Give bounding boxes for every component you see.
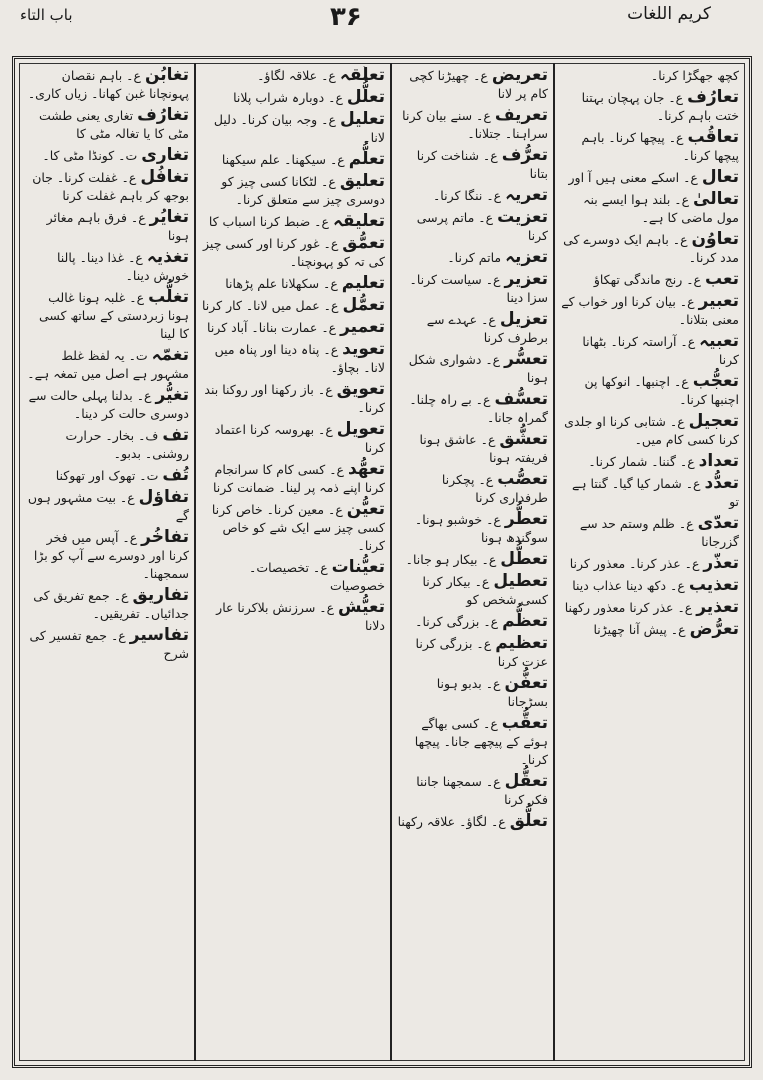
entry-definition: ع۔ رنج ماندگی تھکاؤ <box>593 272 702 287</box>
entry-definition: ع۔ دکھ دینا عذاب دینا <box>572 578 685 593</box>
entry-definition: ع۔ شناخت کرنا بتانا <box>416 148 548 181</box>
entry-headword: تعلُّق <box>509 811 548 831</box>
entry-definition: ع۔ چھیڑنا کچی کام پر لانا <box>409 68 548 101</box>
dictionary-entry <box>396 66 548 103</box>
dictionary-entry <box>26 528 189 583</box>
dictionary-entry <box>200 234 385 271</box>
entry-headword: تعیُّن <box>346 499 385 519</box>
entry-headword: تعداد <box>698 451 739 471</box>
entry-headword: تعمیر <box>340 317 385 337</box>
entry-headword: تعدُّد <box>704 473 739 493</box>
entry-headword: تعصُّب <box>497 469 548 489</box>
entry-definition: ع۔ سیکھنا۔ علم سیکھنا <box>221 152 345 167</box>
entry-definition: ع۔ عمارت بنانا۔ آباد کرنا <box>207 320 337 335</box>
entry-headword: تعویل <box>336 419 385 439</box>
dictionary-entry <box>559 598 739 617</box>
dictionary-entry <box>26 106 189 143</box>
entry-headword: تعالیٰ <box>693 189 739 209</box>
entry-headword: تعطُّل <box>500 549 548 569</box>
dictionary-entry <box>26 466 189 485</box>
dictionary-entry <box>26 488 189 525</box>
entry-headword: تغذیہ <box>146 247 189 267</box>
dictionary-entry <box>396 270 548 307</box>
entry-headword: تعوید <box>342 339 385 359</box>
entry-headword: تعمُّل <box>342 295 385 315</box>
entry-headword: تعویق <box>336 379 385 399</box>
entry-definition: ع۔ غور کرنا اور کسی چیز کی تہ کو پہونچنا۔ <box>203 236 385 269</box>
dictionary-entry <box>26 386 189 423</box>
dictionary-entry <box>559 452 739 471</box>
page-header <box>0 0 763 56</box>
dictionary-entry <box>26 248 189 285</box>
dictionary-entry <box>26 346 189 383</box>
dictionary-entry <box>559 372 739 409</box>
entry-headword: تغاری <box>141 145 189 165</box>
dictionary-column-3 <box>196 66 389 1058</box>
entry-definition: ف۔ بخار۔ حرارت روشنی۔ بدبو۔ <box>65 428 189 461</box>
dictionary-entry <box>396 350 548 387</box>
entry-definition: ع۔ بیت مشہور ہوں گے <box>27 490 189 523</box>
entry-definition: ع۔ غلبہ ہونا غالب ہونا زبردستی کے ساتھ کسی کا لینا <box>38 290 189 341</box>
entry-headword: تعدّی <box>697 513 739 533</box>
dictionary-entry <box>559 190 739 227</box>
dictionary-entry <box>396 572 548 609</box>
entry-definition: ع۔ غذا دینا۔ پالنا خورش دینا۔ <box>56 250 189 283</box>
entry-definition: ع۔ لٹکانا کسی چیز کو دوسری چیز سے متعلق کرنا۔ <box>221 174 385 207</box>
entry-definition: ع۔ ننگا کرنا۔ <box>432 188 502 203</box>
dictionary-entry <box>559 292 739 329</box>
page-number: ۳۶ <box>330 2 362 32</box>
entry-definition: ع۔ بدبو ہونا بسڑجانا <box>436 676 548 709</box>
entry-headword: تعریف <box>494 105 548 125</box>
entry-headword: تعیُّنات <box>331 557 385 577</box>
entry-headword: تعطیل <box>493 571 548 591</box>
entry-headword: تعذّر <box>703 553 739 573</box>
entry-headword: تعجُّب <box>692 371 739 391</box>
entry-definition: ع۔ ماتم پرسی کرنا <box>416 210 548 243</box>
dictionary-entry <box>559 230 739 267</box>
entry-headword: تعرُّف <box>501 145 548 165</box>
entry-definition: ع۔ بیکار ہو جانا۔ <box>405 552 497 567</box>
entry-definition: ع۔ سرزنش بلاکرنا عار دلانا <box>216 600 385 633</box>
dictionary-column-4 <box>22 66 193 1058</box>
entry-definition: ع۔ جان پہچان بہتنا ختت باہم کرنا۔ <box>581 90 739 123</box>
entry-definition: ع۔ سیاست کرنا۔ سزا دینا <box>409 272 548 305</box>
dictionary-entry <box>26 66 189 103</box>
entry-headword: تعریض <box>491 66 548 85</box>
dictionary-entry <box>200 500 385 555</box>
dictionary-entry <box>200 598 385 635</box>
entry-headword: تعلیقہ <box>332 211 385 231</box>
entry-definition: ع۔ جمع تفسیر کی شرح <box>29 628 189 661</box>
entry-definition: ع۔ کسی کام کا سرانجام کرنا اپنے ذمہ پر لینا۔ ضمانت کرنا <box>212 462 385 495</box>
entry-headword: تعلُّقہ <box>339 66 385 85</box>
entry-definition: ت۔ یہ لفظ غلط مشہور ہے اصل میں تمغہ ہے۔ <box>27 348 189 381</box>
dictionary-entry <box>396 186 548 205</box>
entry-definition: ع۔ بزرگی کرنا عزت کرنا <box>415 636 548 669</box>
dictionary-entry <box>396 550 548 569</box>
entry-definition: ع۔ باہم نقصان پہونچانا غبن کھانا۔ زیاں کاری۔ <box>27 68 189 101</box>
dictionary-entry <box>396 106 548 143</box>
entry-definition: ع۔ اسکے معنی ہیں آ اور <box>568 170 698 185</box>
entry-definition: ع۔ اچنبھا۔ انوکھا پن اچنبھا کرنا۔ <box>584 374 739 407</box>
entry-headword: تعیُّش <box>338 597 385 617</box>
entry-definition: ع۔ تخصیصات۔ خصوصیات <box>249 560 385 593</box>
entry-headword: تعقُّل <box>504 771 548 791</box>
entry-definition: ع۔ سکھلانا علم پڑھانا <box>225 276 338 291</box>
entry-headword: تعزیر <box>504 269 548 289</box>
entry-definition: ع۔ آپس میں فخر کرنا اور دوسرے سے آپ کو بڑا سمجھنا۔ <box>33 530 189 581</box>
entry-definition: کچھ جھگڑا کرنا۔ <box>650 68 739 83</box>
entry-definition: ع۔ آراستہ کرنا۔ بٹھانا کرنا <box>582 334 739 367</box>
dictionary-entry <box>26 168 189 205</box>
dictionary-entry <box>26 426 189 463</box>
entry-headword: تعطُّر <box>504 509 548 529</box>
entry-headword: تعلیق <box>339 171 385 191</box>
dictionary-entry <box>396 634 548 671</box>
entry-headword: تعال <box>701 167 739 187</box>
dictionary-entry <box>200 318 385 337</box>
entry-definition: ع۔ شمار کیا گیا۔ گنتا ہے تو <box>571 476 739 509</box>
entry-headword: تعرُّض <box>689 619 739 639</box>
entry-headword: تعذیر <box>696 597 739 617</box>
dictionary-entry <box>200 66 385 85</box>
dictionary-entry <box>396 146 548 183</box>
entry-definition: ع۔ فرق باہم مغائر ہونا <box>46 210 189 243</box>
entry-definition: ع۔ گننا۔ شمار کرنا۔ <box>588 454 695 469</box>
entry-headword: تعسُّر <box>504 349 548 369</box>
dictionary-entry <box>559 554 739 573</box>
entry-definition: ع۔ پناہ دینا اور پناہ میں لانا۔ بچاؤ۔ <box>214 342 385 375</box>
entry-headword: تعلُّم <box>348 149 385 169</box>
dictionary-entry <box>200 110 385 147</box>
entry-headword: تعذیب <box>688 575 739 595</box>
entry-headword: تف <box>162 425 189 445</box>
entry-definition: ع۔ سنے بیان کرنا سراہنا۔ جتلانا۔ <box>402 108 548 141</box>
entry-definition: ع۔ بیان کرنا اور خواب کے معنی بتلانا۔ <box>561 294 739 327</box>
entry-definition: ع۔ عمل میں لانا۔ کار کرنا <box>201 298 339 313</box>
dictionary-entry <box>200 150 385 169</box>
entry-headword: تعلُّل <box>346 87 385 107</box>
dictionary-entry <box>559 620 739 639</box>
dictionary-entry <box>200 558 385 595</box>
dictionary-entry <box>559 412 739 449</box>
entry-definition: ع۔ وجہ بیان کرنا۔ دلیل لانا۔ <box>213 112 385 145</box>
entry-headword: تغایُر <box>149 207 189 227</box>
dictionary-entry <box>559 128 739 165</box>
entry-headword: تغابُن <box>144 66 189 85</box>
entry-headword: تعظیم <box>495 633 548 653</box>
dictionary-entry <box>26 146 189 165</box>
dictionary-entry <box>396 510 548 547</box>
entry-headword: تعبیر <box>698 291 739 311</box>
dictionary-entry <box>26 626 189 663</box>
entry-headword: تعسُّف <box>494 389 548 409</box>
entry-headword: تعارُف <box>687 87 739 107</box>
entry-headword: تعب <box>705 269 739 289</box>
entry-headword: تعلیم <box>341 273 385 293</box>
entry-headword: تغیُّر <box>155 385 189 405</box>
dictionary-entry <box>396 470 548 507</box>
entry-definition: ع۔ عاشق ہونا فریفتہ ہونا <box>419 432 548 465</box>
entry-definition: ع۔ لگاؤ۔ علاقہ رکھنا <box>397 814 506 829</box>
entry-headword: تعاقُب <box>687 127 739 147</box>
entry-definition: ع۔ کسی بھاگے ہوئے کے پیچھے جانا۔ پیچھا کرنا۔ <box>414 716 548 767</box>
dictionary-entry <box>200 274 385 293</box>
dictionary-entry <box>396 674 548 711</box>
entry-definition: ع۔ باہم ایک دوسرے کی مدد کرنا۔ <box>563 232 739 265</box>
entry-headword: تفاخُر <box>141 527 189 547</box>
dictionary-entry <box>559 66 739 85</box>
dictionary-entry <box>396 612 548 631</box>
entry-definition: ع۔ بے راہ چلنا۔ گمراہ جانا۔ <box>409 392 548 425</box>
entry-headword: تعظُّم <box>502 611 548 631</box>
entry-headword: تعریہ <box>505 185 548 205</box>
dictionary-column-2 <box>392 66 552 1058</box>
entry-definition: ع۔ جمع تفریق کی جدائیاں۔ تفریقیں۔ <box>33 588 189 621</box>
entry-definition: ع۔ علاقہ لگاؤ۔ <box>257 68 336 83</box>
entry-definition: ع۔ خوشبو ہونا۔ سوگندھ ہونا <box>414 512 548 545</box>
entry-headword: تغافُل <box>140 167 189 187</box>
entry-definition: ع۔ پچکرنا طرفداری کرنا <box>441 472 548 505</box>
dictionary-entry <box>396 714 548 769</box>
entry-headword: تفاسیر <box>129 625 189 645</box>
entry-definition: ع۔ بلند ہوا ایسے بنہ مول ماضی کا ہے۔ <box>583 192 739 225</box>
entry-definition: ع۔ بھروسہ کرنا اعتماد کرنا <box>214 422 385 455</box>
entry-definition: ع۔ ظلم وستم حد سے گزرجانا <box>579 516 739 549</box>
entry-definition: ع۔ سمجھنا جاننا فکر کرنا <box>416 774 548 807</box>
entry-headword: تفاریق <box>132 585 189 605</box>
dictionary-entry <box>396 812 548 831</box>
dictionary-entry <box>200 212 385 231</box>
dictionary-entry <box>559 332 739 369</box>
dictionary-entry <box>26 288 189 343</box>
entry-definition: ع۔ باز رکھنا اور روکنا بند کرنا۔ <box>204 382 385 415</box>
entry-definition: ع۔ غفلت کرنا۔ جان بوجھ کر باہم غفلت کرنا <box>32 170 189 203</box>
entry-definition: ع۔ پیچھا کرنا۔ باہم پیچھا کرنا۔ <box>581 130 739 163</box>
dictionary-entry <box>396 430 548 467</box>
entry-definition: ع۔ دوبارہ شراب پلانا <box>233 90 343 105</box>
dictionary-entry <box>559 474 739 511</box>
entry-definition: ماتم کرنا۔ <box>447 250 502 265</box>
dictionary-entry <box>200 340 385 377</box>
dictionary-entry <box>396 208 548 245</box>
entry-definition: ع۔ معین کرنا۔ خاص کرنا کسی چیز سے ایک شے کو خاص کرنا۔ <box>211 502 385 553</box>
dictionary-entry <box>396 310 548 347</box>
dictionary-entry <box>396 772 548 809</box>
entry-headword: تعمُّق <box>342 233 385 253</box>
entry-headword: تعزیت <box>497 207 548 227</box>
dictionary-entry <box>396 248 548 267</box>
entry-definition: ع۔ عہدے سے برطرف کرنا <box>426 312 548 345</box>
dictionary-entry <box>559 88 739 125</box>
dictionary-entry <box>200 88 385 107</box>
entry-definition: ع۔ عذر کرنا معذور رکھنا <box>564 600 693 615</box>
dictionary-column-1 <box>555 66 743 1058</box>
chapter-label: باب التاء <box>20 6 73 24</box>
entry-definition: ع۔ دشواری شکل ہونا <box>408 352 548 385</box>
entry-definition: ع۔ عذر کرنا۔ معذور کرنا <box>569 556 700 571</box>
entry-headword: تعهُّد <box>347 459 385 479</box>
entry-definition: ع۔ پیش آنا چھیڑنا <box>593 622 686 637</box>
entry-headword: تعقُّب <box>501 713 548 733</box>
entry-headword: تعجیل <box>688 411 739 431</box>
entry-definition: ع۔ بیکار کرنا کسی شخص کو <box>422 574 548 607</box>
entry-definition: تغاری یعنی طشت مٹی کا یا تغالہ مٹی کا <box>38 108 189 141</box>
book-title: کریم اللغات <box>627 4 711 24</box>
dictionary-entry <box>559 168 739 187</box>
dictionary-entry <box>396 390 548 427</box>
entry-headword: تغلُّب <box>148 287 189 307</box>
entry-headword: تعشُّق <box>499 429 548 449</box>
entry-headword: تعبیہ <box>699 331 739 351</box>
entry-headword: تغمّہ <box>151 345 189 365</box>
entry-definition: ع۔ بزرگی کرنا۔ <box>415 614 499 629</box>
entry-headword: تعزیہ <box>505 247 548 267</box>
dictionary-entry <box>26 208 189 245</box>
entry-headword: تفاؤل <box>138 487 189 507</box>
dictionary-entry <box>200 296 385 315</box>
dictionary-entry <box>559 514 739 551</box>
entry-definition: ع۔ ضبط کرنا اسباب کا <box>208 214 329 229</box>
entry-headword: تعاوُن <box>691 229 739 249</box>
dictionary-entry <box>200 172 385 209</box>
entry-headword: تعلیل <box>339 109 385 129</box>
entry-headword: تغارُف <box>137 105 189 125</box>
dictionary-entry <box>200 460 385 497</box>
entry-definition: ع۔ بدلنا پہلی حالت سے دوسری حالت کر دینا۔ <box>28 388 189 421</box>
dictionary-entry <box>200 380 385 417</box>
entry-definition: ت۔ تھوک اور تھوکنا <box>55 468 159 483</box>
dictionary-entry <box>200 420 385 457</box>
entry-definition: ت۔ کونڈا مٹی کا۔ <box>42 148 138 163</box>
dictionary-entry <box>559 270 739 289</box>
dictionary-entry <box>559 576 739 595</box>
entry-definition: ع۔ شتابی کرنا او جلدی کرنا کسی کام میں۔ <box>564 414 739 447</box>
dictionary-entry <box>26 586 189 623</box>
entry-headword: تعفُّن <box>504 673 548 693</box>
entry-headword: تُف <box>162 465 189 485</box>
entry-headword: تعزیل <box>499 309 548 329</box>
